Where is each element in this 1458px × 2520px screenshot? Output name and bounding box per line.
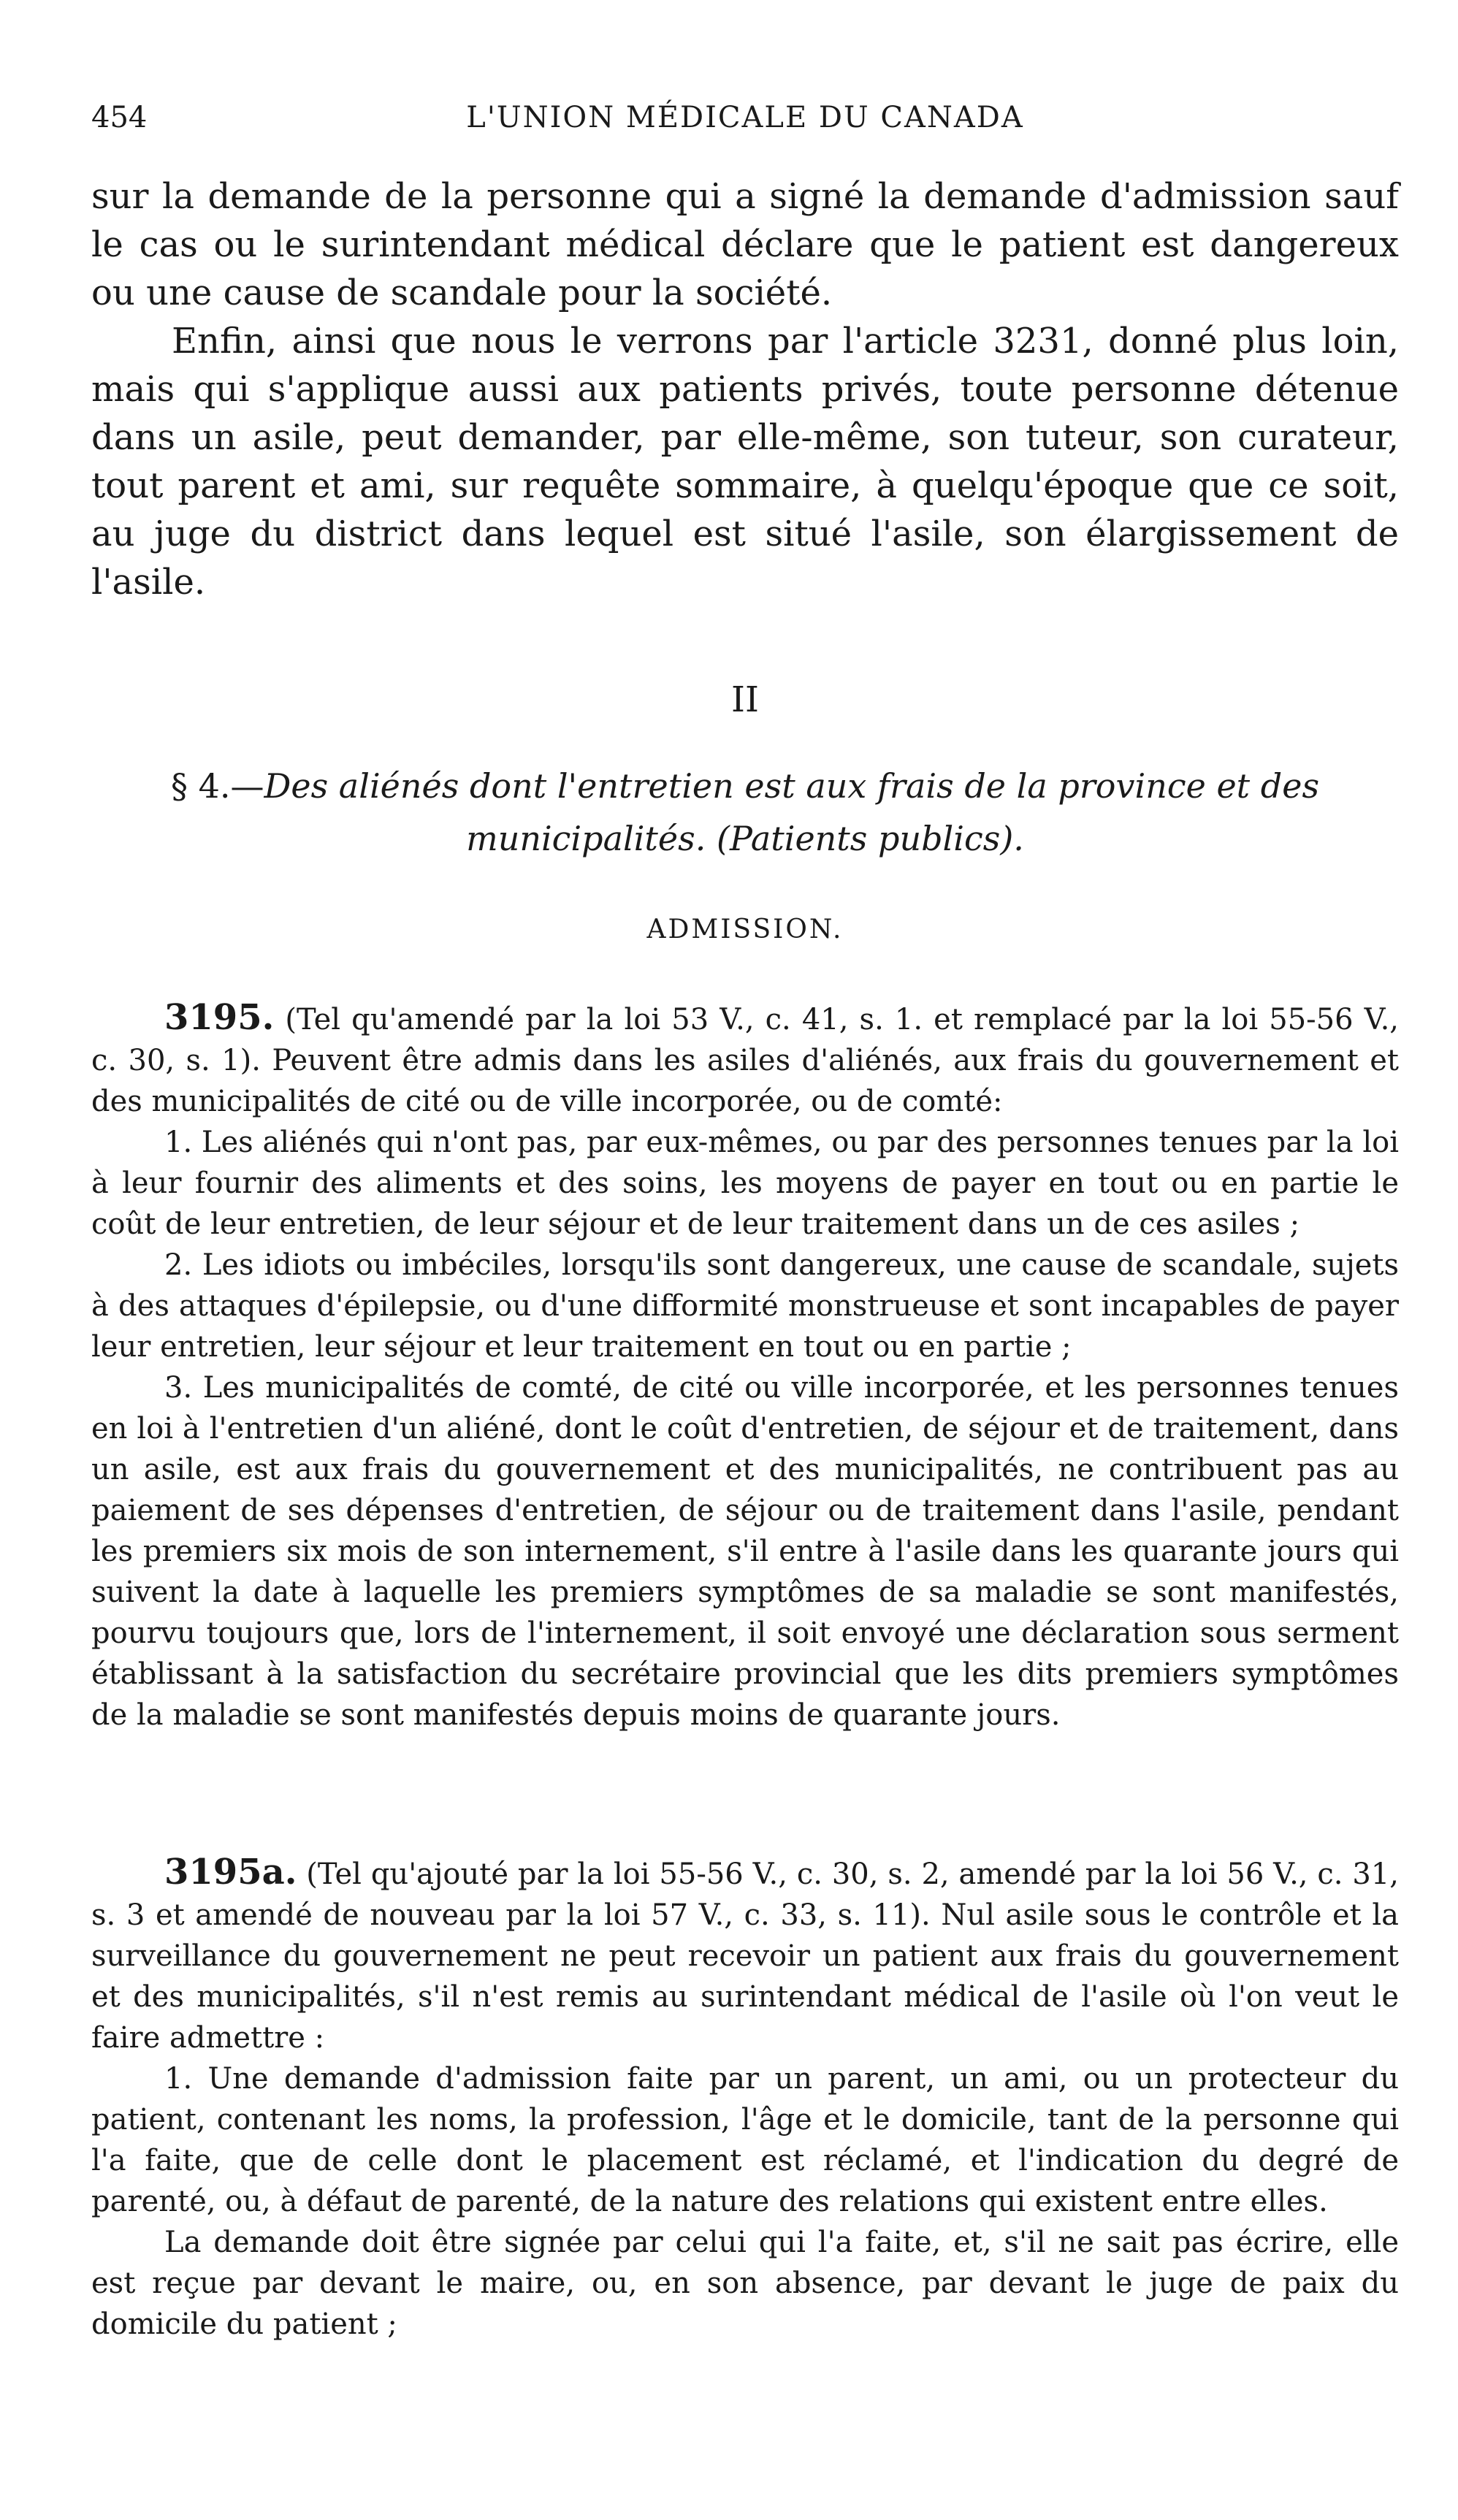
intro-paragraph-2: Enfin, ainsi que nous le verrons par l'article 3231, donné plus loin, mais qui s'applique aussi aux patients privés, toute personne détenue dans un asile, peut demander, par elle-même, son tuteur, son curateur, tout parent et ami, sur requête sommaire, à quelqu'époque que ce soit, au juge du district dans lequel est situé l'asile, son élargissement de l'asile.: [91, 321, 1399, 603]
section-subtitle: (Patients publics).: [717, 819, 1024, 858]
section-title: Des aliénés dont l'entretien est aux frais de la province et des municipalités.: [264, 766, 1320, 858]
section-prefix: § 4.—: [170, 766, 264, 806]
article-3195a-item-2: La demande doit être signée par celui qui l'a faite, et, s'il ne sait pas écrire, elle est reçue par devant le maire, ou, en son absence, par devant le juge de paix du domicile du patient ;: [91, 2226, 1399, 2341]
article-3195-item-2: 2. Les idiots ou imbéciles, lorsqu'ils sont dangereux, une cause de scandale, sujets à des attaques d'épilepsie, ou d'une difformité monstrueuse et sont incapables de payer leur entretien, leur séjour et leur traitement en tout ou en partie ;: [91, 1248, 1399, 1364]
section-heading: [146, 760, 1344, 865]
article-text: (Tel qu'amendé par la loi 53 V., c. 41, s. 1. et remplacé par la loi 55-56 V., c. 30, s. 1). Peuvent être admis dans les asiles d'aliénés, aux frais du gouvernement et des municipalités de cité ou de ville incorporée, ou de comté:: [91, 1003, 1399, 1118]
page-header: [91, 101, 1399, 145]
article-3195a-item-1: 1. Une demande d'admission faite par un parent, un ami, ou un protecteur du patient, contenant les noms, la profession, l'âge et le domicile, tant de la personne qui l'a faite, que de celle dont le placement est réclamé, et l'indication du degré de parenté, ou, à défaut de parenté, de la nature des relations qui existent entre elles.: [91, 2062, 1399, 2218]
article-3195-intro: [91, 997, 1399, 1122]
section-numeral: II: [731, 679, 759, 720]
running-title: L'UNION MÉDICALE DU CANADA: [466, 101, 1024, 134]
article-3195-item-1: 1. Les aliénés qui n'ont pas, par eux-mêmes, ou par des personnes tenues par la loi à leur fournir des aliments et des soins, les moyens de payer en tout ou en partie le coût de leur entretien, de leur séjour et de leur traitement dans un de ces asiles ;: [91, 1126, 1399, 1241]
article-text: (Tel qu'ajouté par la loi 55-56 V., c. 30, s. 2, amendé par la loi 56 V., c. 31, s. 3 et amendé de nouveau par la loi 57 V., c. 33, s. 11). Nul asile sous le contrôle et la surveillance du gouvernement ne peut recevoir un patient aux frais du gouvernement et des municipalités, s'il n'est remis au surintendant médical de l'asile où l'on veut le faire admettre :: [91, 1857, 1399, 2055]
article-number: 3195a.: [164, 1852, 297, 1893]
article-3195: [91, 997, 1399, 1736]
article-number: 3195.: [164, 997, 275, 1038]
article-3195a-intro: [91, 1852, 1399, 2058]
intro-text: [91, 172, 1399, 606]
intro-paragraph-1: sur la demande de la personne qui a signé la demande d'admission sauf le cas ou le surintendant médical déclare que le patient est dangereux ou une cause de scandale pour la société.: [91, 176, 1399, 313]
page-number: 454: [91, 101, 148, 134]
article-3195a: [91, 1852, 1399, 2345]
article-3195-item-3: 3. Les municipalités de comté, de cité ou ville incorporée, et les personnes tenues en loi à l'entretien d'un aliéné, dont le coût d'entretien, de séjour et de traitement, dans un asile, est aux frais du gouvernement et des municipalités, ne contribuent pas au paiement de ses dépenses d'entretien, de séjour ou de traitement dans l'asile, pendant les premiers six mois de son internement, s'il entre à l'asile dans les quarante jours qui suivent la date à laquelle les premiers symptômes de sa maladie se sont manifestés, pourvu toujours que, lors de l'internement, il soit envoyé une déclaration sous serment établissant à la satisfaction du secrétaire provincial que les dits premiers symptômes de la maladie se sont manifestés depuis moins de quarante jours.: [91, 1371, 1399, 1732]
admission-heading: ADMISSION.: [646, 915, 844, 944]
